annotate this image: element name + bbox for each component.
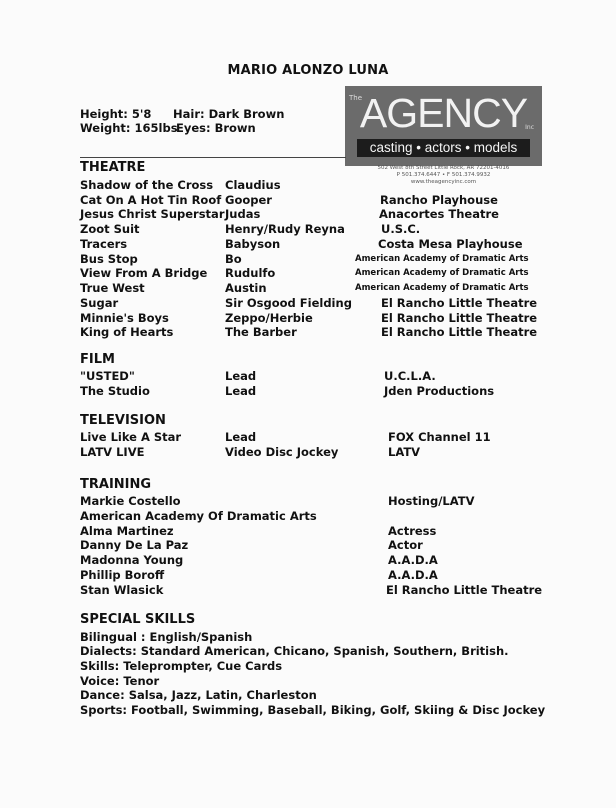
trainer-note: A.A.D.A [388, 568, 438, 582]
credit-title: True West [80, 281, 145, 295]
credit-role: Lead [225, 384, 257, 398]
credit-title: Cat On A Hot Tin Roof [80, 193, 222, 207]
credit-title: "USTED" [80, 369, 135, 383]
credit-venue: Costa Mesa Playhouse [378, 237, 523, 251]
trainer-note: El Rancho Little Theatre [386, 583, 543, 597]
credit-venue: FOX Channel 11 [388, 430, 491, 444]
skill-line: Dance: Salsa, Jazz, Latin, Charleston [80, 688, 317, 702]
credit-title: Zoot Suit [80, 222, 140, 236]
trainer-name: Stan Wlasick [80, 583, 164, 597]
section-television: TELEVISION [80, 413, 166, 428]
skill-line: Voice: Tenor [80, 674, 160, 688]
credit-venue: American Academy of Dramatic Arts [355, 268, 529, 278]
height-stat: Height: 5'8 [80, 107, 152, 121]
credit-venue: U.C.L.A. [384, 369, 436, 383]
agency-web: www.theagencyinc.com [410, 179, 477, 185]
credit-venue: El Rancho Little Theatre [381, 296, 538, 310]
credit-role: Bo [225, 252, 242, 266]
skill-line: Dialects: Standard American, Chicano, Spanish, Southern, British. [80, 644, 509, 658]
credit-venue: American Academy of Dramatic Arts [355, 283, 529, 293]
agency-logo-the: The [349, 94, 363, 102]
trainer-name: Madonna Young [80, 553, 184, 567]
trainer-name: Markie Costello [80, 494, 181, 508]
credit-role: Video Disc Jockey [225, 445, 339, 459]
credit-venue: Rancho Playhouse [380, 193, 498, 207]
section-special-skills: SPECIAL SKILLS [80, 612, 196, 627]
credit-venue: El Rancho Little Theatre [381, 311, 538, 325]
trainer-note: Hosting/LATV [388, 494, 475, 508]
credit-venue: American Academy of Dramatic Arts [355, 254, 529, 264]
credit-role: Sir Osgood Fielding [225, 296, 352, 310]
trainer-note: Actor [388, 538, 423, 552]
credit-role: Austin [225, 281, 267, 295]
credit-title: Live Like A Star [80, 430, 182, 444]
credit-role: Zeppo/Herbie [225, 311, 313, 325]
credit-role: Henry/Rudy Reyna [225, 222, 345, 236]
credit-venue: LATV [388, 445, 421, 459]
credit-role: The Barber [225, 325, 297, 339]
credit-title: Bus Stop [80, 252, 138, 266]
credit-venue: Anacortes Theatre [379, 207, 499, 221]
agency-address: 502 West 8th Street Little Rock, AR 72201-4016 [377, 165, 510, 171]
credit-role: Claudius [225, 178, 281, 192]
section-training: TRAINING [80, 477, 152, 492]
header-divider [80, 157, 346, 158]
agency-tagline: casting • actors • models [369, 140, 518, 155]
credit-role: Gooper [225, 193, 272, 207]
trainer-note: A.A.D.A [388, 553, 438, 567]
trainer-note: Actress [388, 524, 437, 538]
credit-venue: El Rancho Little Theatre [381, 325, 538, 339]
section-film: FILM [80, 352, 115, 367]
credit-title: Jesus Christ Superstar [80, 207, 225, 221]
credit-role: Babyson [225, 237, 281, 251]
skill-line: Skills: Teleprompter, Cue Cards [80, 659, 283, 673]
section-theatre: THEATRE [80, 160, 146, 175]
credit-venue: U.S.C. [381, 222, 421, 236]
credit-role: Judas [225, 207, 261, 221]
agency-logo-inc: Inc [525, 124, 534, 131]
actor-name: MARIO ALONZO LUNA [227, 63, 389, 78]
trainer-name: Danny De La Paz [80, 538, 189, 552]
weight-stat: Weight: 165lbs [80, 121, 178, 135]
credit-role: Lead [225, 430, 257, 444]
hair-stat: Hair: Dark Brown [173, 107, 285, 121]
agency-phone: P 501.374.6447 • F 501.374.9932 [396, 172, 491, 178]
credit-title: The Studio [80, 384, 150, 398]
eyes-stat: Eyes: Brown [176, 121, 256, 135]
credit-role: Lead [225, 369, 257, 383]
trainer-name: American Academy Of Dramatic Arts [80, 509, 317, 523]
agency-logo [345, 86, 542, 192]
credit-title: Tracers [80, 237, 128, 251]
skill-line: Sports: Football, Swimming, Baseball, Biking, Golf, Skiing & Disc Jockey [80, 703, 546, 717]
credit-title: LATV LIVE [80, 445, 145, 459]
credit-title: King of Hearts [80, 325, 174, 339]
agency-logo-word: AGENCY [359, 90, 528, 136]
credit-venue: Jden Productions [384, 384, 495, 398]
trainer-name: Alma Martinez [80, 524, 174, 538]
credit-role: Rudulfo [225, 266, 276, 280]
skill-line: Bilingual : English/Spanish [80, 630, 253, 644]
credit-title: Minnie's Boys [80, 311, 169, 325]
agency-logo-box [345, 86, 542, 166]
credit-title: View From A Bridge [80, 266, 208, 280]
trainer-name: Phillip Boroff [80, 568, 165, 582]
credit-title: Shadow of the Cross [80, 178, 214, 192]
credit-title: Sugar [80, 296, 119, 310]
